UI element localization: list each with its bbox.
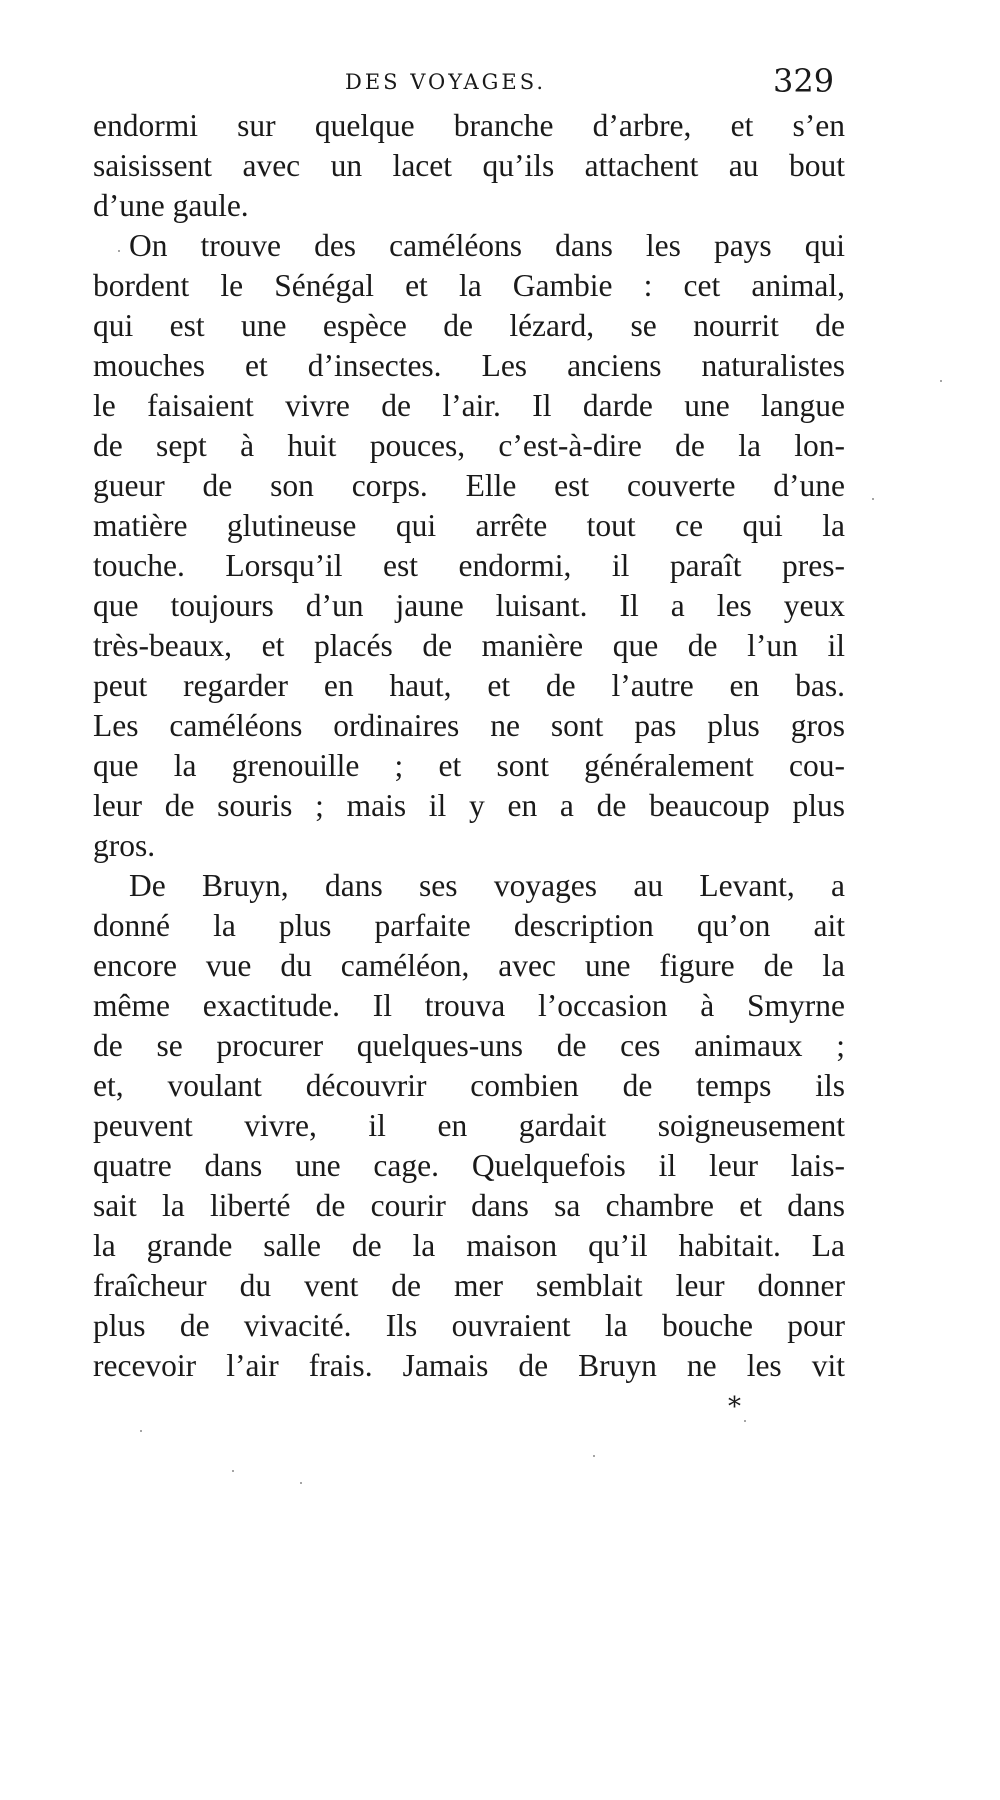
text-line: De Bruyn, dans ses voyages au Levant, a (129, 868, 845, 903)
text-line: qui est une espèce de lézard, se nourrit de (93, 308, 845, 343)
text-line: que toujours d’un jaune luisant. Il a les yeux (93, 588, 845, 623)
paper-speck (118, 250, 120, 252)
paper-speck (872, 498, 874, 500)
running-title: DES VOYAGES. (345, 70, 547, 94)
text-line: endormi sur quelque branche d’arbre, et s’en (93, 108, 845, 143)
text-line: plus de vivacité. Ils ouvraient la bouche pour (93, 1308, 845, 1343)
text-line: saisissent avec un lacet qu’ils attachent au bout (93, 148, 845, 183)
text-line: matière glutineuse qui arrête tout ce qui la (93, 508, 845, 543)
text-line: le faisaient vivre de l’air. Il darde une langue (93, 388, 845, 423)
paper-speck (300, 1482, 302, 1484)
text-line: gros. (93, 828, 156, 863)
text-line: bordent le Sénégal et la Gambie : cet animal, (93, 268, 845, 303)
text-line: leur de souris ; mais il y en a de beaucoup plus (93, 788, 845, 823)
paragraph (93, 226, 845, 866)
paper-speck (940, 380, 942, 382)
page-number: 329 (773, 62, 835, 100)
text-line: recevoir l’air frais. Jamais de Bruyn ne les vit (93, 1348, 845, 1383)
text-line: quatre dans une cage. Quelquefois il leur lais- (93, 1148, 845, 1183)
paper-speck (232, 1470, 234, 1472)
text-line: touche. Lorsqu’il est endormi, il paraît pres- (93, 548, 845, 583)
text-line: de se procurer quelques-uns de ces animaux ; (93, 1028, 845, 1063)
paragraph (93, 866, 845, 1386)
text-line: On trouve des caméléons dans les pays qui (129, 228, 845, 263)
paper-speck (140, 1430, 142, 1432)
text-line: peut regarder en haut, et de l’autre en bas. (93, 668, 845, 703)
running-head (0, 62, 1000, 102)
text-line: encore vue du caméléon, avec une figure de la (93, 948, 845, 983)
text-line: même exactitude. Il trouva l’occasion à Smyrne (93, 988, 845, 1023)
text-line: peuvent vivre, il en gardait soigneusement (93, 1108, 845, 1143)
text-line: sait la liberté de courir dans sa chambre et dans (93, 1188, 845, 1223)
text-line: fraîcheur du vent de mer semblait leur donner (93, 1268, 845, 1303)
paper-speck (593, 1455, 595, 1457)
paragraph (93, 106, 845, 226)
text-line: de sept à huit pouces, c’est-à-dire de la lon- (93, 428, 845, 463)
signature-mark: * (728, 1392, 741, 1422)
text-line: et, voulant découvrir combien de temps ils (93, 1068, 845, 1103)
text-line: mouches et d’insectes. Les anciens naturalistes (93, 348, 845, 383)
text-line: très-beaux, et placés de manière que de l’un il (93, 628, 845, 663)
text-line: donné la plus parfaite description qu’on ait (93, 908, 845, 943)
text-line: la grande salle de la maison qu’il habitait. La (93, 1228, 845, 1263)
text-line: Les caméléons ordinaires ne sont pas plus gros (93, 708, 845, 743)
body-text (93, 106, 845, 1386)
text-line: d’une gaule. (93, 188, 249, 223)
text-line: gueur de son corps. Elle est couverte d’une (93, 468, 845, 503)
paper-speck (744, 1420, 746, 1422)
text-line: que la grenouille ; et sont généralement cou- (93, 748, 845, 783)
